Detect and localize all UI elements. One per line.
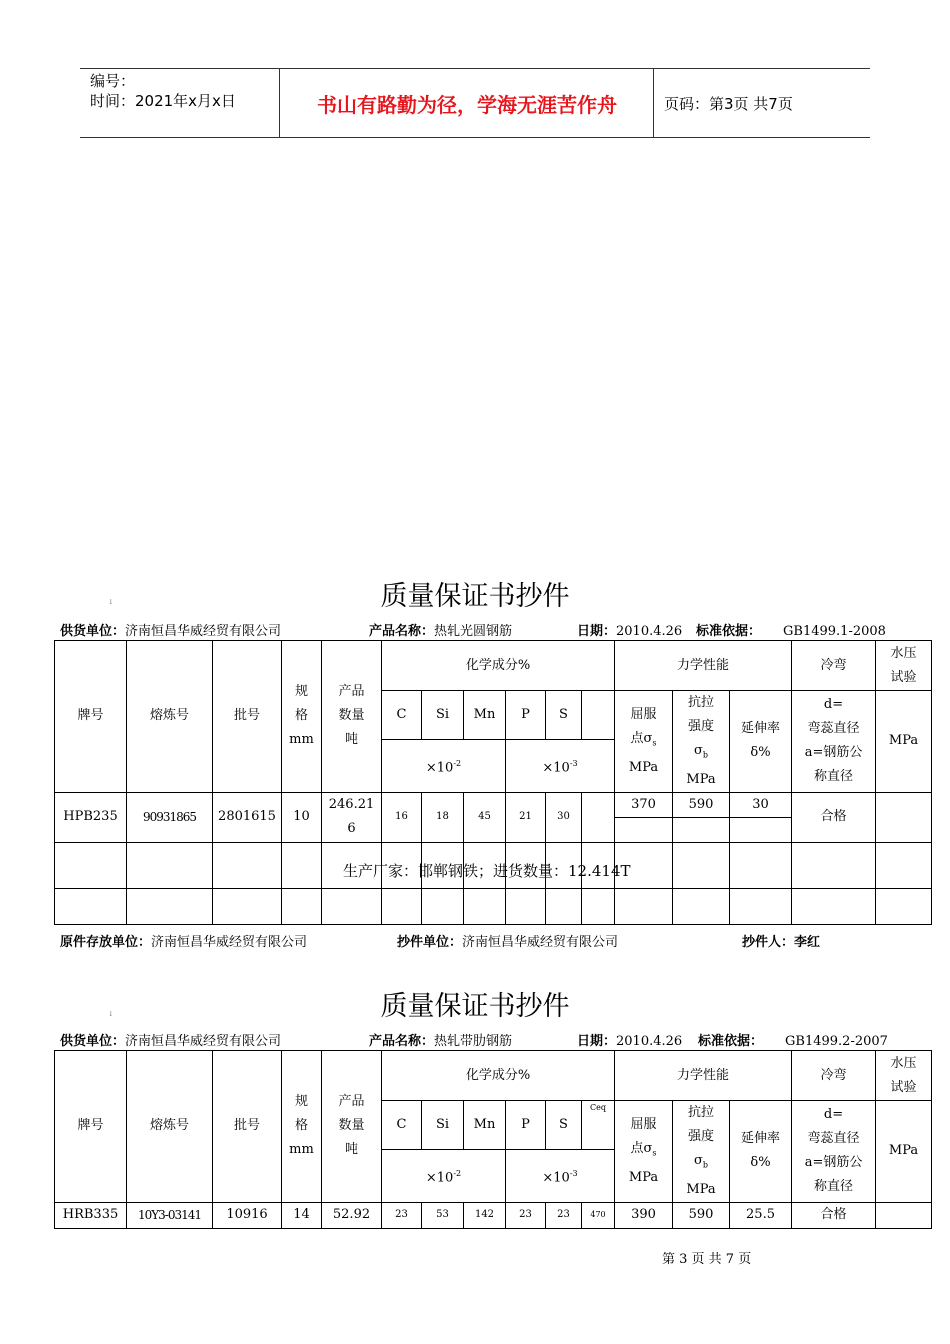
empty-cell [464, 888, 506, 924]
hdr-mech: 力学性能 [615, 1051, 792, 1101]
hdr-bend: 冷弯 [792, 641, 876, 691]
empty-cell [55, 888, 127, 924]
empty-cell [615, 888, 673, 924]
row-C: 23 [382, 1202, 422, 1228]
row-bend: 合格 [792, 1202, 876, 1228]
hdr-batch: 批号 [213, 641, 282, 793]
hdr-P: P [506, 1101, 546, 1150]
hdr-grade: 牌号 [55, 1051, 127, 1203]
empty-cell [730, 888, 792, 924]
row-grade: HRB335 [55, 1202, 127, 1228]
row-ceq: 470 [582, 1202, 615, 1228]
empty-cell [792, 888, 876, 924]
hdr-qty: 产品 数量 吨 [322, 641, 382, 793]
hdr-S: S [546, 691, 582, 740]
row-qty: 246.21 6 [322, 792, 382, 842]
row-P: 23 [506, 1202, 546, 1228]
hdr-S: S [546, 1101, 582, 1150]
doc2-date: 日期：2010.4.26 [577, 1034, 683, 1049]
hdr-x103: $\times 10^{-3}$ [506, 1150, 615, 1202]
doc1-date: 日期：2010.4.26 [577, 624, 683, 639]
hdr-Si: Si [422, 1101, 464, 1150]
hdr-hydro-unit: MPa [876, 1101, 932, 1203]
row-Si: 18 [422, 792, 464, 842]
row-S: 30 [546, 792, 582, 842]
row-batch: 10916 [213, 1202, 282, 1228]
row-Mn: 45 [464, 792, 506, 842]
row-elong: 25.5 [730, 1202, 792, 1228]
hdr-batch: 批号 [213, 1051, 282, 1203]
doc1-copier: 抄件人：李红 [742, 935, 821, 950]
hdr-heat: 熔炼号 [127, 641, 213, 793]
row-grade: HPB235 [55, 792, 127, 842]
hdr-bend: 冷弯 [792, 1051, 876, 1101]
doc1-product: 产品名称：热轧光圆钢筋 [369, 624, 513, 639]
hdr-qty: 产品 数量 吨 [322, 1051, 382, 1203]
motto: 书山有路勤为径，学海无涯苦作舟 [281, 69, 654, 137]
hdr-tensile: 抗拉 强度 $\sigma_b$ MPa [673, 1101, 730, 1203]
doc2-title: 质量保证书抄件 [380, 991, 570, 1022]
empty-cell [673, 817, 730, 842]
hdr-C: C [382, 691, 422, 740]
doc2-standard: 标准依据： GB1499.2-2007 [698, 1034, 888, 1049]
hdr-bend-detail: d= 弯蕊直径 a=钢筋公 称直径 [792, 1101, 876, 1203]
hdr-blank [582, 691, 615, 740]
row-blank [582, 792, 615, 842]
hdr-x102: $\times 10^{-2}$ [382, 740, 506, 792]
empty-cell [55, 842, 127, 888]
page-label: 页码：第3页 共7页 [664, 94, 793, 113]
doc2-product: 产品名称：热轧带肋钢筋 [369, 1034, 513, 1049]
empty-cell [876, 888, 932, 924]
decor-mark: ↓ [108, 1010, 114, 1018]
hdr-ceq: Ceq [582, 1101, 615, 1150]
page-footer: 第 3 页 共 7 页 [662, 1252, 752, 1267]
row-qty: 52.92 [322, 1202, 382, 1228]
doc1-supplier: 供货单位：济南恒昌华威经贸有限公司 [60, 624, 282, 639]
hdr-elong: 延伸率 δ% [730, 1101, 792, 1203]
row-tensile: 590 [673, 792, 730, 817]
empty-cell [792, 842, 876, 888]
empty-cell [282, 842, 322, 888]
empty-cell [582, 888, 615, 924]
empty-cell [730, 842, 792, 888]
row-tensile: 590 [673, 1202, 730, 1228]
doc1-standard: 标准依据： GB1499.1-2008 [696, 624, 886, 639]
empty-cell [127, 842, 213, 888]
hdr-Si: Si [422, 691, 464, 740]
row-yield: 370 [615, 792, 673, 817]
hdr-heat: 熔炼号 [127, 1051, 213, 1203]
row-hydro [876, 792, 932, 842]
hdr-elong: 延伸率 δ% [730, 691, 792, 793]
hdr-hydro: 水压 试验 [876, 1051, 932, 1101]
hdr-chem: 化学成分% [382, 1051, 615, 1101]
hdr-C: C [382, 1101, 422, 1150]
doc1-note: 生产厂家：邯郸钢铁；进货数量：12.414T [343, 862, 631, 880]
hdr-bend-detail: d= 弯蕊直径 a=钢筋公 称直径 [792, 691, 876, 793]
time-label: 时间：2021年x月x日 [90, 92, 236, 110]
row-heat: 90931865 [127, 792, 213, 842]
row-C: 16 [382, 792, 422, 842]
row-batch: 2801615 [213, 792, 282, 842]
empty-cell [282, 888, 322, 924]
hdr-spec: 规 格 mm [282, 1051, 322, 1203]
hdr-hydro-unit: MPa [876, 691, 932, 793]
empty-cell [213, 888, 282, 924]
hdr-x103: $\times 10^{-3}$ [506, 740, 615, 792]
row-S: 23 [546, 1202, 582, 1228]
decor-mark: ↓ [108, 598, 114, 606]
empty-cell [876, 842, 932, 888]
doc2-supplier: 供货单位：济南恒昌华威经贸有限公司 [60, 1034, 282, 1049]
hdr-grade: 牌号 [55, 641, 127, 793]
hdr-mech: 力学性能 [615, 641, 792, 691]
row-Mn: 142 [464, 1202, 506, 1228]
row-P: 21 [506, 792, 546, 842]
doc1-original: 原件存放单位：济南恒昌华威经贸有限公司 [60, 935, 308, 950]
hdr-chem: 化学成分% [382, 641, 615, 691]
empty-cell [730, 817, 792, 842]
empty-cell [127, 888, 213, 924]
hdr-P: P [506, 691, 546, 740]
row-yield: 390 [615, 1202, 673, 1228]
doc1-title: 质量保证书抄件 [380, 581, 570, 612]
hdr-hydro: 水压 试验 [876, 641, 932, 691]
empty-cell [615, 817, 673, 842]
row-spec: 10 [282, 792, 322, 842]
row-spec: 14 [282, 1202, 322, 1228]
hdr-yield: 屈服 点$\sigma_s$ MPa [615, 691, 673, 793]
empty-cell [673, 842, 730, 888]
hdr-spec: 规 格 mm [282, 641, 322, 793]
hdr-Mn: Mn [464, 1101, 506, 1150]
page-header [80, 68, 870, 138]
row-elong: 30 [730, 792, 792, 817]
empty-cell [422, 888, 464, 924]
header-meta [80, 69, 280, 137]
hdr-tensile: 抗拉 强度 $\sigma_b$ MPa [673, 691, 730, 793]
doc1-copy-unit: 抄件单位：济南恒昌华威经贸有限公司 [397, 935, 619, 950]
row-heat: 10Y3-03141 [127, 1202, 213, 1228]
hdr-yield: 屈服 点$\sigma_s$ MPa [615, 1101, 673, 1203]
doc2-quality-table [54, 1050, 932, 1229]
doc1-quality-table [54, 640, 932, 925]
hdr-Mn: Mn [464, 691, 506, 740]
row-bend: 合格 [792, 792, 876, 842]
empty-cell [382, 888, 422, 924]
empty-cell [546, 888, 582, 924]
row-Si: 53 [422, 1202, 464, 1228]
empty-cell [506, 888, 546, 924]
row-hydro [876, 1202, 932, 1228]
hdr-x102: $\times 10^{-2}$ [382, 1150, 506, 1202]
code-label: 编号： [90, 72, 136, 90]
empty-cell [673, 888, 730, 924]
empty-cell [322, 888, 382, 924]
empty-cell [213, 842, 282, 888]
